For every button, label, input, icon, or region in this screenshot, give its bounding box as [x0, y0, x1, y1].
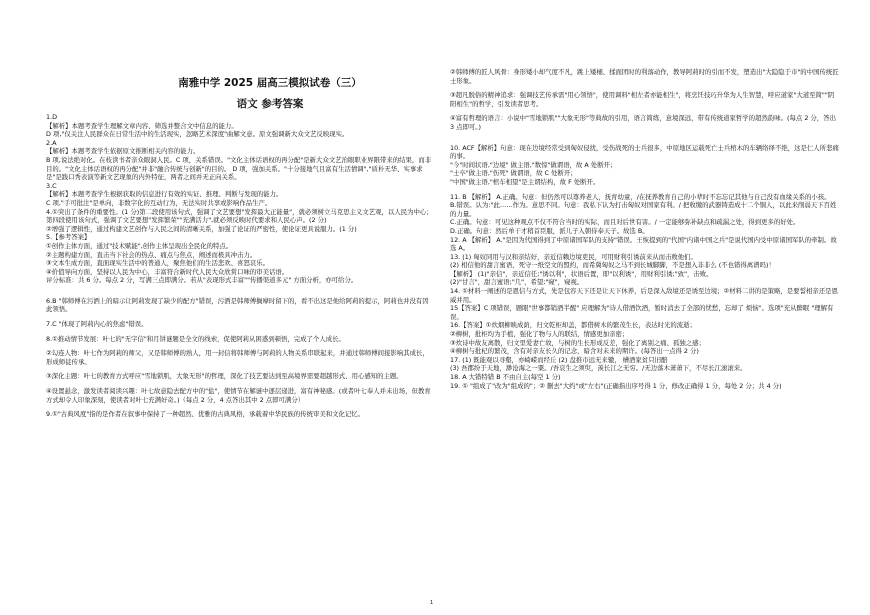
answer-line: ②勾连人物：叶七作为阿莉的师父，又是韩师傅的熟人，用一封信将韩师傅与阿莉的人物关系串联起来，并通过韩师傅间接影响其成长，形成师徒传承。: [46, 349, 429, 366]
answer-line: 评分标准：共 6 分。每点 2 分，写满三点即满分。若从"表现形式丰富""传播渠道多元" 方面分析，亦可给分。: [46, 276, 358, 285]
answer-line: 【解析】本题考查学生依据原文推断相关内容的能力。: [46, 147, 200, 156]
answer-line: 14. ①材料一阐述的是恩信与方式，先是包容天下还是让天下休养，后是深入敌境还是诱至边境；②材料二讲的是策略，是要誓相亲还是恩威并用。: [450, 287, 838, 304]
answer-line: ④设置悬念，激发读者阅读兴趣：叶七故意隐去配方中的"盐"，使情节在解谜中逐层递进，富有神秘感。(或者叶七奉人并未出场，但教育方式却令人印象深刻，使读者对叶七充满好奇。)（每点 2 分，4 点答出其中 2 点即可满分）: [46, 387, 431, 404]
answer-line: 5.【参考答案】: [46, 233, 91, 242]
answer-line: 【解析】本题考查学生理解文章内容、筛选并整合文中信息的能力。: [46, 121, 238, 130]
answer-line: D.正确。句意：然后单干才稍首臣服，派儿子入朝侍奉天子。故选 B。: [450, 226, 649, 235]
answer-line: 9.①"古典风度"指的是作者在叙事中保持了一种超然、优雅的古典风格，承载着中华民族的传统审美和文化记忆。: [46, 410, 365, 419]
right-answers: [450, 68, 840, 390]
answer-line: 15【答案】C 项错误，题眼"世事都销酒半醒" 应理解为"诗人借酒饮酒，暂时消去了全部的忧愁，忘却了 烦恼"。选项"充从醉眠 "理解有误。: [450, 304, 834, 321]
document-subtitle: 语文 参考答案: [236, 98, 304, 110]
answer-line: ②韩师傅的匠人风骨：身形矮小却气度不凡，跳上矮桶、揉面团时的利落动作，教导阿莉时的引而不发，塑造出"大隐隐于市"的中国传统匠士形象。: [450, 68, 839, 85]
answer-line: 2.A: [46, 138, 57, 147]
answer-line: ③超凡脱俗的精神追求：强调技艺传承需"用心领悟"，使用调料"相左者亦能相生"，将烹饪技巧升华为人生智慧，呼应道家"大道至简""阴阳相生"的哲学，引发读者思考。: [450, 91, 835, 108]
answer-line: "中国"做主语,"棺车相望"是主谓结构，故 F 处断开。: [450, 177, 600, 186]
answer-line: 18. A 大错特错 B 不由自主(每空 1 分): [450, 373, 561, 381]
answer-line: ②主题构建方面，直击当下社会的热点、痛点与焦点，阐述而极具冲击力。: [46, 250, 257, 259]
answer-line: (3) 吾郡纷于天地，渺沧海之一粟。/吾哀生之须臾，羡长江之无穷。/无边落木萧萧下，不尽长江滚滚来。: [450, 364, 747, 373]
answer-line: (2) 相信他的甜言蜜语，死守一纸空文的盟约，而希冀匈奴之马不到长城脚脚，不是想入非非么 (不也错得离谱吗)！: [450, 261, 775, 270]
answer-line: 【解析】本题考查学生根据获取的信息进行有效的实证、推理、判断与发现的能力。: [46, 190, 283, 199]
answer-line: 4.①突出了条件的重要性。(1 分)第二段使用该句式，强调了文艺要想"发挥最大正能量"，就必须树立马克思主义文艺观，以人民为中心；第四段使用该句式，强调了文艺要想"发挥繁荣""充满活力",就必须反映时代要求和人民心声。(2 分): [46, 207, 433, 225]
answer-line: C 项,"手可批注"是单向，非数字化的互动行为，无法实时共享或影响作品生产。: [46, 198, 272, 207]
answer-line: ②增强了逻辑性，通过构建文艺创作与人民之间的清晰关系，加强了论证的严密性，使论证更具说服力。(1 分): [46, 224, 357, 233]
answer-line: ④柳树与批杞的繁茂，含有对亲友长久的记念，暗含对未来的期许。(每答出一点得 2 分): [450, 347, 699, 356]
answer-line: 12. A 【解析】 A."是因为代国得到了中原诸国军队的支持"错误。王恢提到的"代国"内诸中国之兵"是说代国内受中原诸国军队的牵制。故选 A。: [450, 235, 837, 253]
answer-line: ③文本生成方面，直面现实生活中的普通人，聚焦他们的生活悲欢、喜怒哀乐。: [46, 259, 270, 268]
answer-line: 1.D: [46, 113, 58, 121]
left-column: [46, 0, 434, 600]
answer-line: 19. ① "组成了"改为"组成的"；② 删去"大约"或"左右"(正确指出序号得 1 分，修改正确得 1 分，每处 2 分；共 4 分): [450, 381, 782, 390]
answer-line: ④价值导向方面，坚持以人民为中心，丰富符合新时代人民大众欣赏口味的审美话语。: [46, 267, 289, 276]
answer-line: 3.C: [46, 181, 57, 190]
answer-line: 17. (1) 既能观以寻壑，亦崎嵘而经丘 (2) 盘推市远无来辙， 槽酒家贫只旧醅: [450, 355, 668, 364]
answer-line: (2)"甘言"，甜言蜜语;"几"，希望;"窥"，窥视。: [450, 278, 584, 287]
answer-line: ③深化主题：叶七的教育方式呼应"雪地锁肌，大象无形"的哲理，深化了技艺要达到至高境界需要超越形式、用心感知的主题。: [46, 372, 403, 381]
answer-line: ①创作主体方面，通过"技术赋能",创作主体呈现出全民化的特点。: [46, 241, 233, 250]
right-column: [450, 0, 840, 600]
answer-line: 【解析】 (1)"亲信"，亲近信任;"诱以利"，状语后置，即"以利诱"，用财利引诱;"致"，击败。: [450, 269, 713, 278]
answer-line: 11. B 【解析】 A.正确。句意：但仍然可以尊养老人，抚育幼童，/在抚养教育自己的小辈时不忘忘记其他与自己没有血缘关系的小孩。: [450, 192, 831, 201]
answer-line: ④富有哲理的语言：小说中"雪地锁肌""大象无形"等典故的引用，语言简练，意境深远，带有传统道家哲学的超然韵味。(每点 2 分，答出 3 点即可。): [450, 114, 836, 131]
answer-line: 10. ACF【解析】句意：现在边境经常受到匈奴侵扰，受伤战死的士兵很多，中原地区运载死亡士兵棺木的车辆络绎不绝，这是仁人所悲痛的事。: [450, 143, 839, 161]
answer-line: ③炊诗中故友离散，归文里爱妻亡故，与树的生长形成反差，强化了离别之痛、孤独之感；: [450, 338, 705, 347]
answer-line: B 项,说法绝对化。在枝读书者亲众眼洞人民。C 项，关系错误。"文化主体话语权的再分配"是新大众文艺治眼职业界限带来的结果，而非目的。"文化主体话语权的再分配"并非"融合传统与创新"的目的。 D 项，强加关系。"十分接地气且富有生活情调","质朴无华、实事求是"是践口秀表演等新文艺现象的内外特征，两者之间并无正向关系。: [46, 155, 432, 182]
page-number: 1: [430, 600, 434, 606]
answer-line: C.正确。句意：可见这种观点不仅不符合当时的实际，而且对后世有害。/ 一定能够弥补缺点和疏漏之处，得到更多的好处。: [450, 218, 800, 227]
answer-line: 13. (1) 匈奴同用与汉和亲结好，亲近信赖边境吏民，可用财利引诱前来从而击败他们。: [450, 252, 697, 261]
answer-line: "今"时间状语,"边境" 做主语,"数惊"做谓语，故 A 处断开；: [450, 160, 617, 169]
answer-line: 16.【答案】①炊烟柳映成荫，归文乾柜却盖，都借树木的繁茂生长，表达时光的流逝；: [450, 321, 696, 330]
document-title: 南雅中学 2025 届高三模拟试卷（三）: [178, 77, 362, 89]
answer-line: 8.①推动情节发展：叶七的"无字信"和月饼谜题是全文的线索，促使阿莉从困惑到顿悟，完成了个人成长。: [46, 334, 345, 343]
answer-line: D 项,"仅关注人民群众在日常生活中的生活现实，忽略艺术深度"曲解文意。原文强调新大众文艺反映现实。: [46, 130, 349, 139]
answer-line: "士卒"做主语,"伤死" 做谓语，故 C 处断开；: [450, 169, 577, 178]
answer-line: 6.B "韩师傅在污洒上的暗示让阿莉发现了缺少的配方"错误，污洒是韩师傅搁摩时留下的，看不出这是他给阿莉的提示，阿莉也并没有因此领悟。: [46, 296, 429, 314]
answer-line: ②柳树，批柜均为手植，强化了物与人的联结，情感更加亲密；: [450, 330, 629, 339]
answer-line: 7.C "体现了阿莉内心的焦虑"错误。: [46, 320, 148, 329]
left-answers: [46, 113, 434, 419]
answer-line: B.错误。认为:"此……作为。意思不同。句意：我私下认为打击匈奴对国家有利。/ 把收缴的武器铸造成十二个铜人，以此来削弱天下百姓的力量。: [450, 201, 837, 218]
